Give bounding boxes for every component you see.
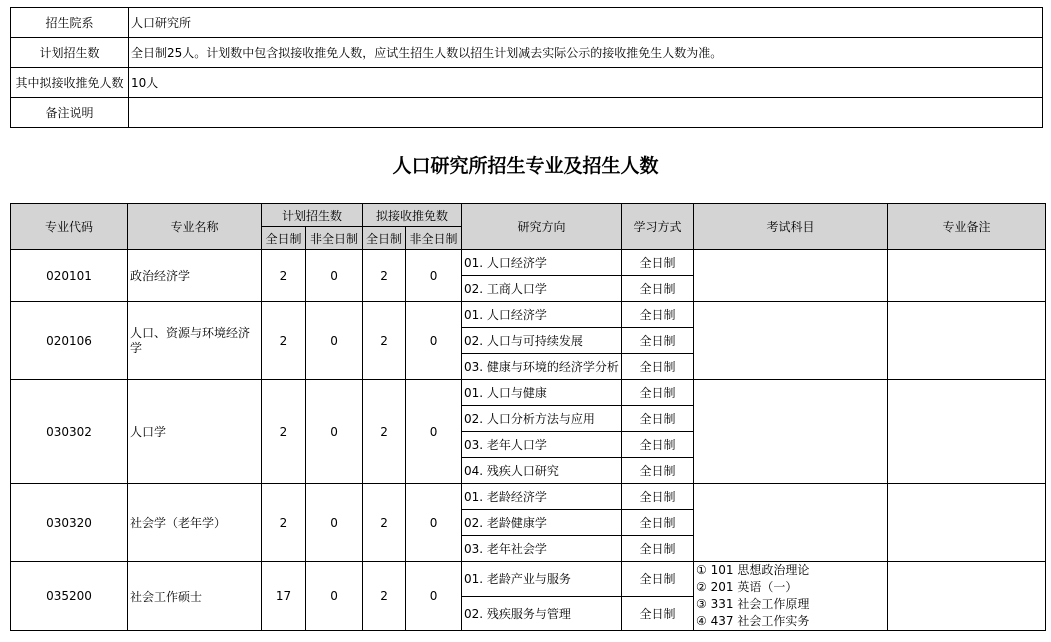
majors-table (10, 203, 1046, 631)
table-header-row (11, 204, 1046, 227)
plan-fulltime: 17 (262, 562, 306, 631)
plan-fulltime: 2 (262, 380, 306, 484)
header-rec-parttime: 非全日制 (406, 227, 462, 250)
table-row (11, 250, 1046, 276)
exam-subject-item: ① 101 思想政治理论 (696, 563, 810, 577)
major-name: 政治经济学 (128, 250, 262, 302)
plan-fulltime: 2 (262, 250, 306, 302)
plan-parttime: 0 (306, 250, 363, 302)
major-name: 社会学（老年学） (128, 484, 262, 562)
plan-parttime: 0 (306, 484, 363, 562)
research-direction: 02. 人口分析方法与应用 (462, 406, 622, 432)
plan-parttime: 0 (306, 380, 363, 484)
info-label: 备注说明 (11, 98, 129, 128)
header-name: 专业名称 (128, 204, 262, 250)
study-mode: 全日制 (622, 302, 694, 328)
info-row-remark (11, 98, 1043, 128)
plan-fulltime: 2 (262, 302, 306, 380)
research-direction: 02. 人口与可持续发展 (462, 328, 622, 354)
major-name: 社会工作硕士 (128, 562, 262, 631)
header-exam: 考试科目 (694, 204, 888, 250)
research-direction: 02. 工商人口学 (462, 276, 622, 302)
study-mode: 全日制 (622, 380, 694, 406)
rec-parttime: 0 (406, 484, 462, 562)
exam-subject-item: ③ 331 社会工作原理 (696, 597, 810, 611)
major-code: 030320 (11, 484, 128, 562)
research-direction: 01. 人口与健康 (462, 380, 622, 406)
exam-subjects (694, 250, 888, 302)
plan-parttime: 0 (306, 302, 363, 380)
page-title: 人口研究所招生专业及招生人数 (392, 155, 659, 177)
info-label: 招生院系 (11, 8, 129, 38)
rec-fulltime: 2 (363, 302, 406, 380)
study-mode: 全日制 (622, 510, 694, 536)
rec-fulltime: 2 (363, 562, 406, 631)
major-remark (888, 562, 1046, 631)
rec-parttime: 0 (406, 562, 462, 631)
exam-subjects (694, 562, 888, 631)
major-remark (888, 484, 1046, 562)
major-code: 020101 (11, 250, 128, 302)
major-remark (888, 250, 1046, 302)
header-remark: 专业备注 (888, 204, 1046, 250)
rec-fulltime: 2 (363, 250, 406, 302)
study-mode: 全日制 (622, 406, 694, 432)
exam-subjects (694, 302, 888, 380)
header-code: 专业代码 (11, 204, 128, 250)
header-mode: 学习方式 (622, 204, 694, 250)
table-row (11, 380, 1046, 406)
study-mode: 全日制 (622, 354, 694, 380)
table-row (11, 302, 1046, 328)
major-code: 020106 (11, 302, 128, 380)
rec-parttime: 0 (406, 302, 462, 380)
study-mode: 全日制 (622, 276, 694, 302)
study-mode: 全日制 (622, 432, 694, 458)
research-direction: 01. 人口经济学 (462, 302, 622, 328)
exam-subject-item: ② 201 英语（一） (696, 580, 798, 594)
study-mode: 全日制 (622, 250, 694, 276)
major-remark (888, 380, 1046, 484)
study-mode: 全日制 (622, 328, 694, 354)
research-direction: 04. 残疾人口研究 (462, 458, 622, 484)
rec-parttime: 0 (406, 380, 462, 484)
info-value: 全日制25人。计划数中包含拟接收推免人数，应试生招生人数以招生计划减去实际公示的接收推免生人数为准。 (129, 38, 1043, 68)
header-direction: 研究方向 (462, 204, 622, 250)
major-code: 030302 (11, 380, 128, 484)
study-mode: 全日制 (622, 596, 694, 631)
exam-subjects (694, 484, 888, 562)
header-recommend: 拟接收推免数 (363, 204, 462, 227)
table-row (11, 562, 1046, 597)
info-label: 其中拟接收推免人数 (11, 68, 129, 98)
study-mode: 全日制 (622, 458, 694, 484)
research-direction: 02. 残疾服务与管理 (462, 596, 622, 631)
header-plan: 计划招生数 (262, 204, 363, 227)
study-mode: 全日制 (622, 562, 694, 597)
research-direction: 01. 老龄产业与服务 (462, 562, 622, 597)
research-direction: 02. 老龄健康学 (462, 510, 622, 536)
header-plan-fulltime: 全日制 (262, 227, 306, 250)
major-name: 人口学 (128, 380, 262, 484)
info-row-plan (11, 38, 1043, 68)
info-row-recommend (11, 68, 1043, 98)
research-direction: 03. 健康与环境的经济学分析 (462, 354, 622, 380)
table-row (11, 484, 1046, 510)
major-code: 035200 (11, 562, 128, 631)
study-mode: 全日制 (622, 484, 694, 510)
plan-fulltime: 2 (262, 484, 306, 562)
rec-parttime: 0 (406, 250, 462, 302)
exam-subject-item: ④ 437 社会工作实务 (696, 614, 810, 628)
research-direction: 01. 老龄经济学 (462, 484, 622, 510)
plan-parttime: 0 (306, 562, 363, 631)
major-name: 人口、资源与环境经济学 (128, 302, 262, 380)
research-direction: 03. 老年社会学 (462, 536, 622, 562)
research-direction: 01. 人口经济学 (462, 250, 622, 276)
info-row-department (11, 8, 1043, 38)
rec-fulltime: 2 (363, 380, 406, 484)
header-plan-parttime: 非全日制 (306, 227, 363, 250)
study-mode: 全日制 (622, 536, 694, 562)
info-label: 计划招生数 (11, 38, 129, 68)
info-value: 人口研究所 (129, 8, 1043, 38)
research-direction: 03. 老年人口学 (462, 432, 622, 458)
admission-info-table (10, 7, 1043, 128)
info-value: 10人 (129, 68, 1043, 98)
info-value (129, 98, 1043, 128)
rec-fulltime: 2 (363, 484, 406, 562)
exam-subjects (694, 380, 888, 484)
major-remark (888, 302, 1046, 380)
header-rec-fulltime: 全日制 (363, 227, 406, 250)
